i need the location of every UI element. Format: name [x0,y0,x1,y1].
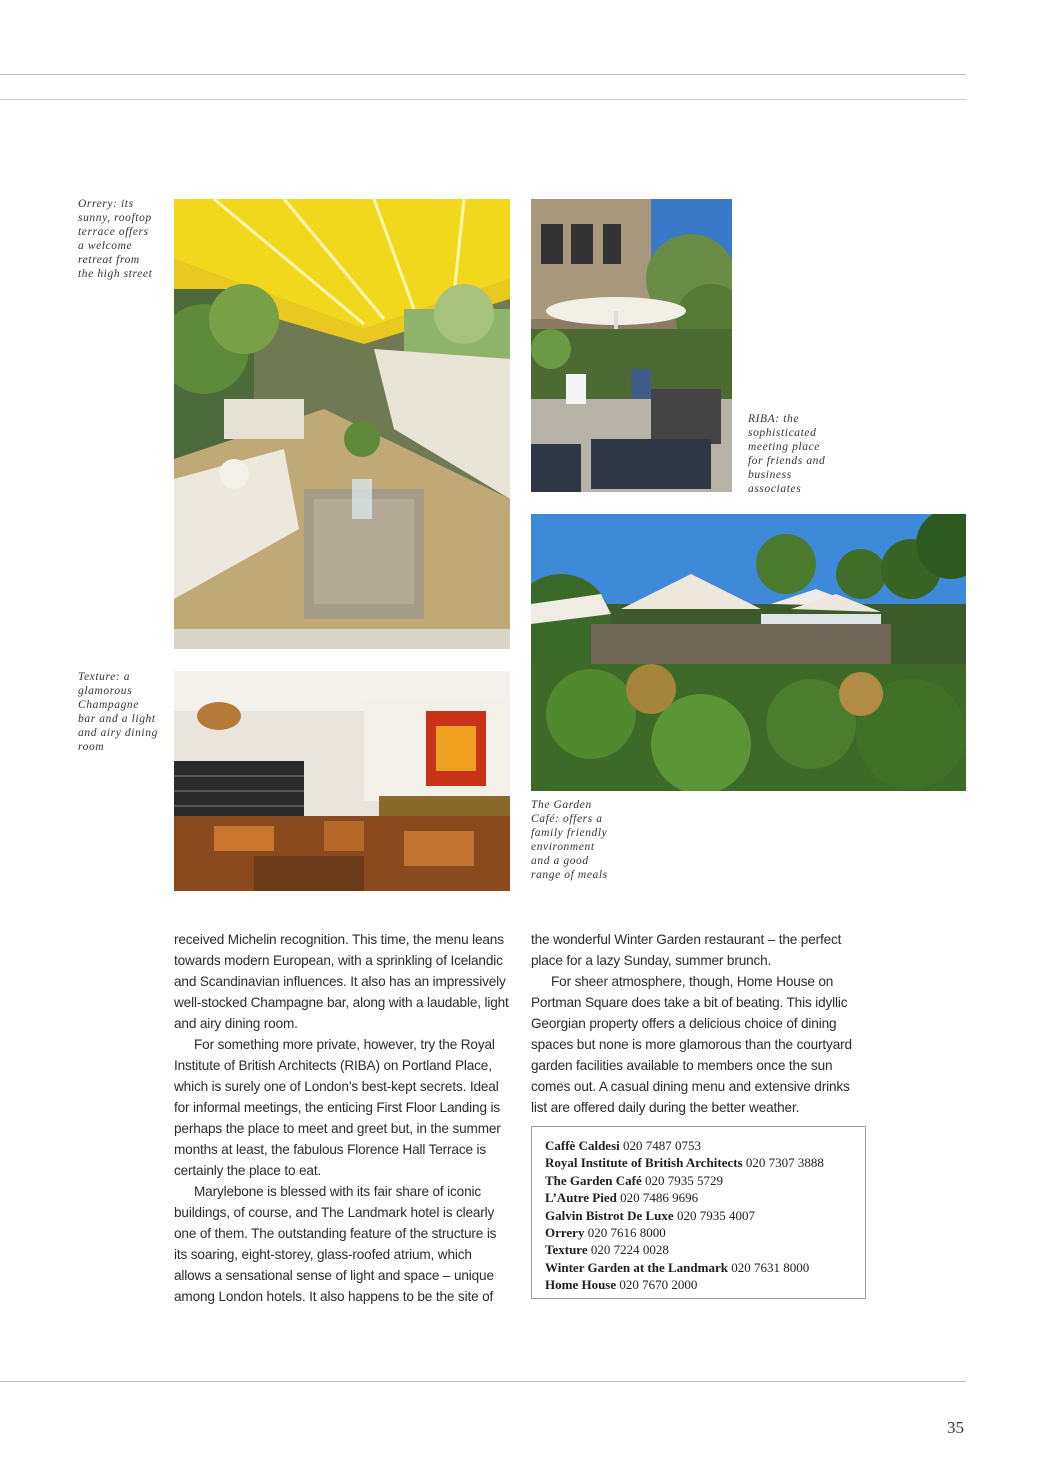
texture-dining-photo [174,671,510,891]
article-paragraph: the wonderful Winter Garden restaurant – the perfect place for a lazy Sunday, summer brunch. [531,932,842,968]
article-paragraph: received Michelin recognition. This time, the menu leans towards modern European, with a sprinkling of Icelandic and Scandinavian influences. It also has an impressively well-stocked Champagne bar, along with a laudable, light and airy dining room. [174,932,509,1031]
contact-phone: 020 7935 5729 [645,1172,724,1188]
contact-phone: 020 7307 3888 [745,1155,824,1171]
contact-name: Winter Garden at the Landmark [545,1259,728,1275]
article-paragraph: Marylebone is blessed with its fair share of iconic buildings, of course, and The Landmark hotel is clearly one of them. The outstanding feature of the structure is its soaring, eight-storey, glass-roofed atrium, which allows a sensational sense of light and space – unique among London hotels. It also happens to be the site of [174,1184,497,1304]
caption-orrery: Orrery: its sunny, rooftop terrace offers a welcome retreat from the high street [78,198,153,280]
riba-terrace-photo [531,199,732,492]
contact-line [545,1224,865,1241]
contact-phone: 020 7487 0753 [623,1138,701,1153]
contact-line [545,1241,865,1258]
contact-line [545,1137,865,1154]
article-column-right [531,929,869,1118]
contact-line [545,1259,865,1276]
contact-line [545,1276,865,1293]
caption-garden-cafe: The Garden Café: offers a family friendly environment and a good range of meals [531,799,608,881]
garden-cafe-photo [531,514,966,791]
contact-phone: 020 7224 0028 [590,1242,669,1258]
contact-name: Galvin Bistrot De Luxe [545,1207,674,1223]
contact-phone: 020 7486 9696 [620,1190,699,1206]
contact-line [545,1154,865,1171]
contact-name: Orrery [545,1225,585,1241]
contact-line [545,1207,865,1224]
page-number: 35 [947,1418,964,1437]
caption-riba: RIBA: the sophisticated meeting place for friends and business associates [748,413,826,495]
contact-name: Home House [545,1277,617,1293]
footer-rule [0,1381,966,1382]
header-rule-bottom [0,99,966,100]
contact-name: Caffè Caldesi [545,1138,620,1153]
header-rule-top [0,74,966,75]
contact-name: Royal Institute of British Architects [545,1155,743,1171]
orrery-terrace-photo [174,199,510,649]
article-paragraph: For something more private, however, try the Royal Institute of British Architects (RIBA) on Portland Place, which is surely one of London’s best-kept secrets. Ideal for informal meetings, the enticing First Floor Landing is perhaps the place to meet and greet but, in the summer months at least, the fabulous Florence Hall Terrace is certainly the place to eat. [174,1037,501,1178]
contact-phone: 020 7631 8000 [731,1259,810,1275]
article-column-left [174,929,512,1307]
contact-phone: 020 7616 8000 [587,1225,666,1241]
article-paragraph: For sheer atmosphere, though, Home House on Portman Square does take a bit of beating. This idyllic Georgian property offers a delicious choice of dining spaces but none is more glamorous than the courtyard garden facilities available to members once the sun comes out. A casual dining menu and extensive drinks list are offered daily during the better weather. [531,974,852,1115]
contact-line [545,1189,865,1206]
contact-name: Texture [545,1242,588,1258]
contact-phone: 020 7935 4007 [676,1207,755,1223]
contacts-box [531,1126,866,1299]
contact-phone: 020 7670 2000 [619,1277,698,1293]
contact-name: The Garden Café [545,1172,642,1188]
contact-line [545,1172,865,1189]
contact-name: L’Autre Pied [545,1190,617,1206]
caption-texture: Texture: a glamorous Champagne bar and a light and airy dining room [78,671,158,753]
